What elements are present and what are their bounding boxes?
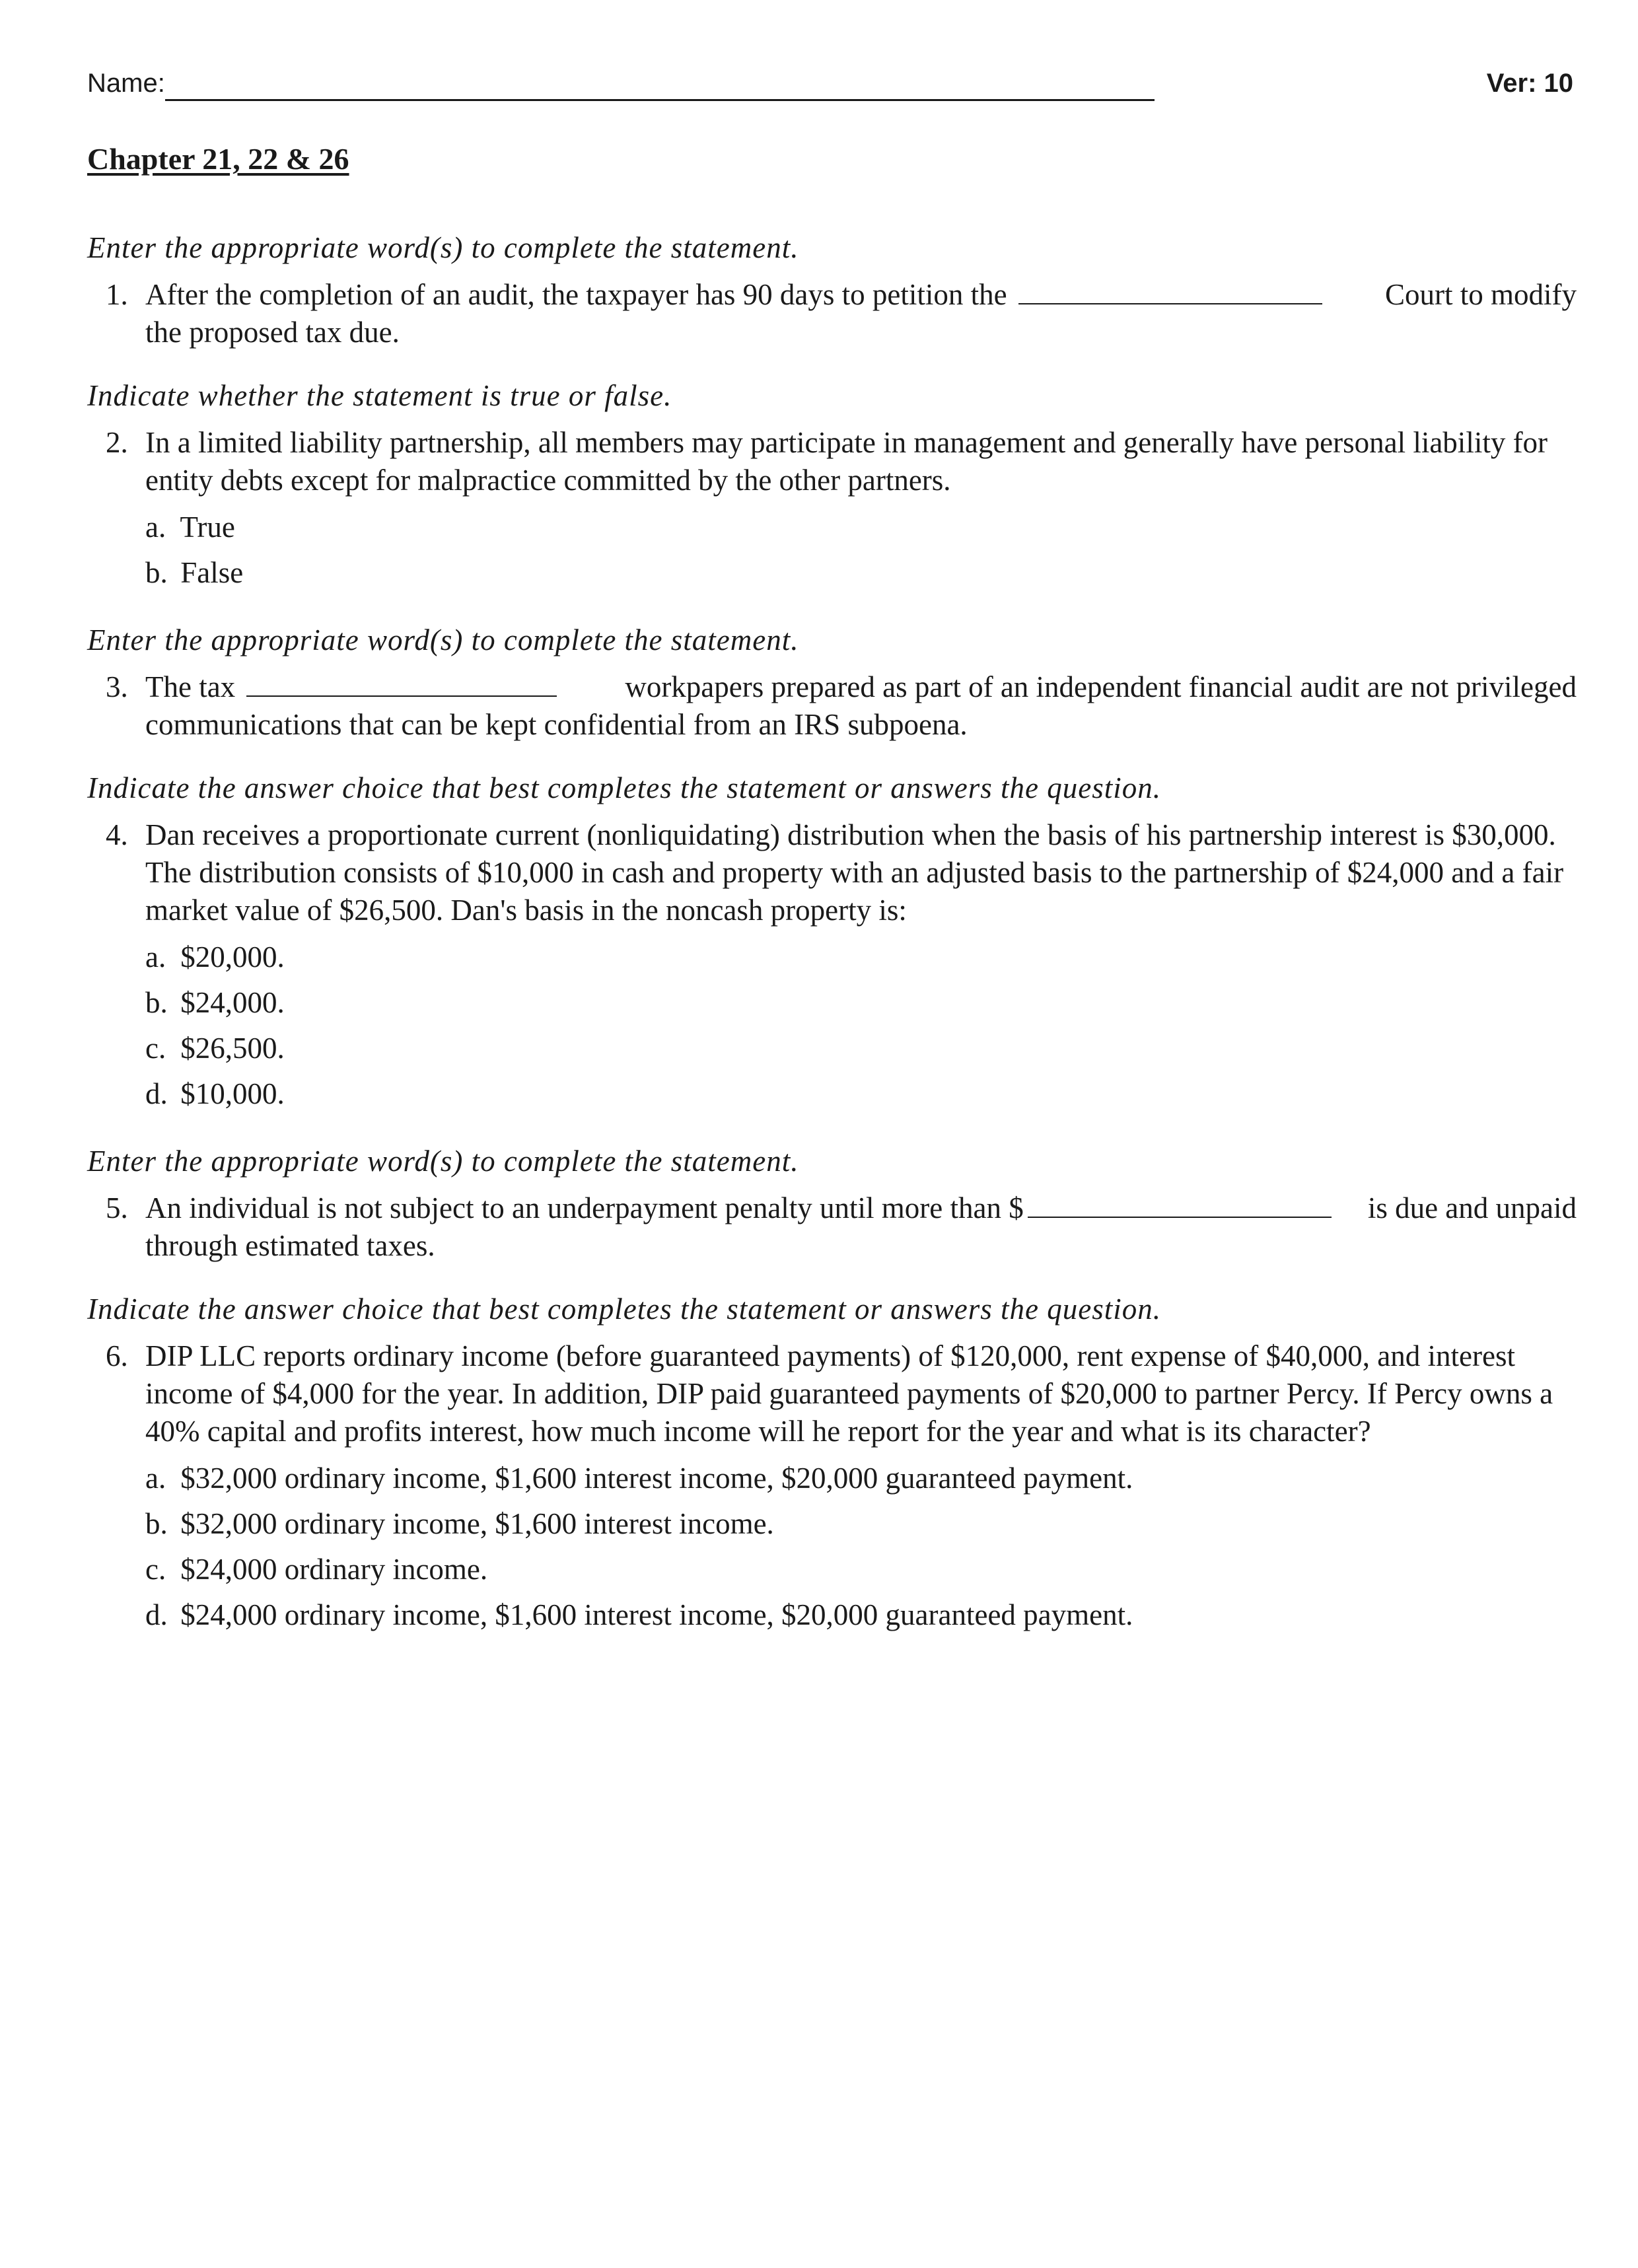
- option-text: $26,500.: [180, 1032, 285, 1065]
- instruction: Indicate the answer choice that best completes the statement or answers the question.: [87, 771, 1161, 804]
- instruction: Enter the appropriate word(s) to complete the statement.: [87, 1145, 799, 1178]
- option-letter: d.: [145, 1077, 168, 1110]
- question-text: Dan receives a proportionate current (nonliquidating) distribution when the basis of his partnership interest is $30,000. The distribution consists of $10,000 in cash and property with an adjusted basis to the partnership of $24,000 and a fair market value of $26,500. Dan's basis in the noncash property is:: [145, 818, 1564, 927]
- question-text-continuation: communications that can be kept confidential from an IRS subpoena.: [145, 708, 968, 741]
- option-text: $20,000.: [180, 940, 285, 974]
- instruction: Indicate the answer choice that best completes the statement or answers the question.: [87, 1293, 1161, 1326]
- question-6: [87, 1337, 1577, 1450]
- question-text: In a limited liability partnership, all members may participate in management and generally have personal liability for entity debts except for malpractice committed by the other partners.: [145, 426, 1548, 497]
- answer-option-a[interactable]: [145, 935, 1577, 980]
- option-letter: c.: [145, 1553, 166, 1586]
- answer-option-b[interactable]: [145, 980, 1577, 1026]
- name-label: Name:: [87, 69, 165, 98]
- question-5: [87, 1189, 1577, 1265]
- question-number: 2.: [106, 426, 128, 459]
- section-5: [87, 1142, 1577, 1265]
- answer-option-d[interactable]: [145, 1592, 1577, 1638]
- option-letter: d.: [145, 1598, 168, 1631]
- question-line: [145, 1189, 1577, 1227]
- question-text-after-blank: workpapers prepared as part of an independent financial audit are not privileged: [625, 670, 1577, 703]
- question-4: [87, 816, 1577, 929]
- version-label: Ver: 10: [1486, 69, 1573, 98]
- name-field-line[interactable]: [165, 99, 1155, 101]
- option-text: $24,000 ordinary income, $1,600 interest income, $20,000 guaranteed payment.: [180, 1598, 1133, 1631]
- answer-blank[interactable]: [246, 672, 557, 697]
- section-1: [87, 229, 1577, 351]
- question-line: [145, 276, 1577, 314]
- option-text: $10,000.: [180, 1077, 285, 1110]
- question-text-before-blank: The tax: [145, 670, 236, 703]
- question-number: 5.: [106, 1191, 128, 1224]
- question-text-before-blank: After the completion of an audit, the taxpayer has 90 days to petition the: [145, 278, 1007, 311]
- answer-option-b[interactable]: [145, 550, 1577, 596]
- option-letter: a.: [145, 511, 166, 544]
- option-text: True: [180, 511, 235, 544]
- section-4: [87, 769, 1577, 1117]
- question-text-continuation: through estimated taxes.: [145, 1229, 435, 1262]
- question-number: 1.: [106, 278, 128, 311]
- option-text: $24,000 ordinary income.: [180, 1553, 488, 1586]
- option-letter: b.: [145, 1507, 168, 1540]
- answer-option-a[interactable]: [145, 1456, 1577, 1501]
- question-2: [87, 424, 1577, 499]
- option-text: $24,000.: [180, 986, 285, 1019]
- answer-blank[interactable]: [1018, 279, 1322, 304]
- option-letter: b.: [145, 986, 168, 1019]
- option-text: $32,000 ordinary income, $1,600 interest income.: [180, 1507, 774, 1540]
- answer-option-a[interactable]: [145, 505, 1577, 550]
- answer-options: [87, 505, 1577, 596]
- question-text-continuation: the proposed tax due.: [145, 316, 400, 349]
- question-1: [87, 276, 1577, 351]
- section-2: [87, 376, 1577, 596]
- section-3: [87, 621, 1577, 744]
- question-number: 6.: [106, 1339, 128, 1372]
- answer-option-c[interactable]: [145, 1026, 1577, 1071]
- instruction: Indicate whether the statement is true or false.: [87, 379, 672, 412]
- option-letter: a.: [145, 1462, 166, 1495]
- question-text-before-blank: An individual is not subject to an underpayment penalty until more than $: [145, 1191, 1024, 1224]
- instruction: Enter the appropriate word(s) to complete the statement.: [87, 623, 799, 656]
- chapter-title: Chapter 21, 22 & 26: [87, 142, 349, 176]
- instruction: Enter the appropriate word(s) to complete the statement.: [87, 231, 799, 264]
- question-list: [87, 229, 1577, 1663]
- section-6: [87, 1290, 1577, 1638]
- option-letter: c.: [145, 1032, 166, 1065]
- question-number: 3.: [106, 670, 128, 703]
- answer-option-d[interactable]: [145, 1071, 1577, 1117]
- option-text: False: [180, 556, 244, 589]
- option-letter: a.: [145, 940, 166, 974]
- option-text: $32,000 ordinary income, $1,600 interest income, $20,000 guaranteed payment.: [180, 1462, 1133, 1495]
- page-header: [87, 69, 1573, 108]
- question-text-after-blank: Court to modify: [1385, 278, 1577, 311]
- answer-blank[interactable]: [1028, 1193, 1332, 1218]
- answer-options: [87, 935, 1577, 1117]
- option-letter: b.: [145, 556, 168, 589]
- answer-option-c[interactable]: [145, 1547, 1577, 1592]
- answer-options: [87, 1456, 1577, 1638]
- question-text: DIP LLC reports ordinary income (before guaranteed payments) of $120,000, rent expense of $40,000, and interest income of $4,000 for the year. In addition, DIP paid guaranteed payments of $20,000 to partner Percy. If Percy owns a 40% capital and profits interest, how much income will he report for the year and what is its character?: [145, 1339, 1553, 1448]
- question-number: 4.: [106, 818, 128, 851]
- question-text-after-blank: is due and unpaid: [1367, 1191, 1577, 1224]
- question-line: [145, 668, 1577, 706]
- answer-option-b[interactable]: [145, 1501, 1577, 1547]
- question-3: [87, 668, 1577, 744]
